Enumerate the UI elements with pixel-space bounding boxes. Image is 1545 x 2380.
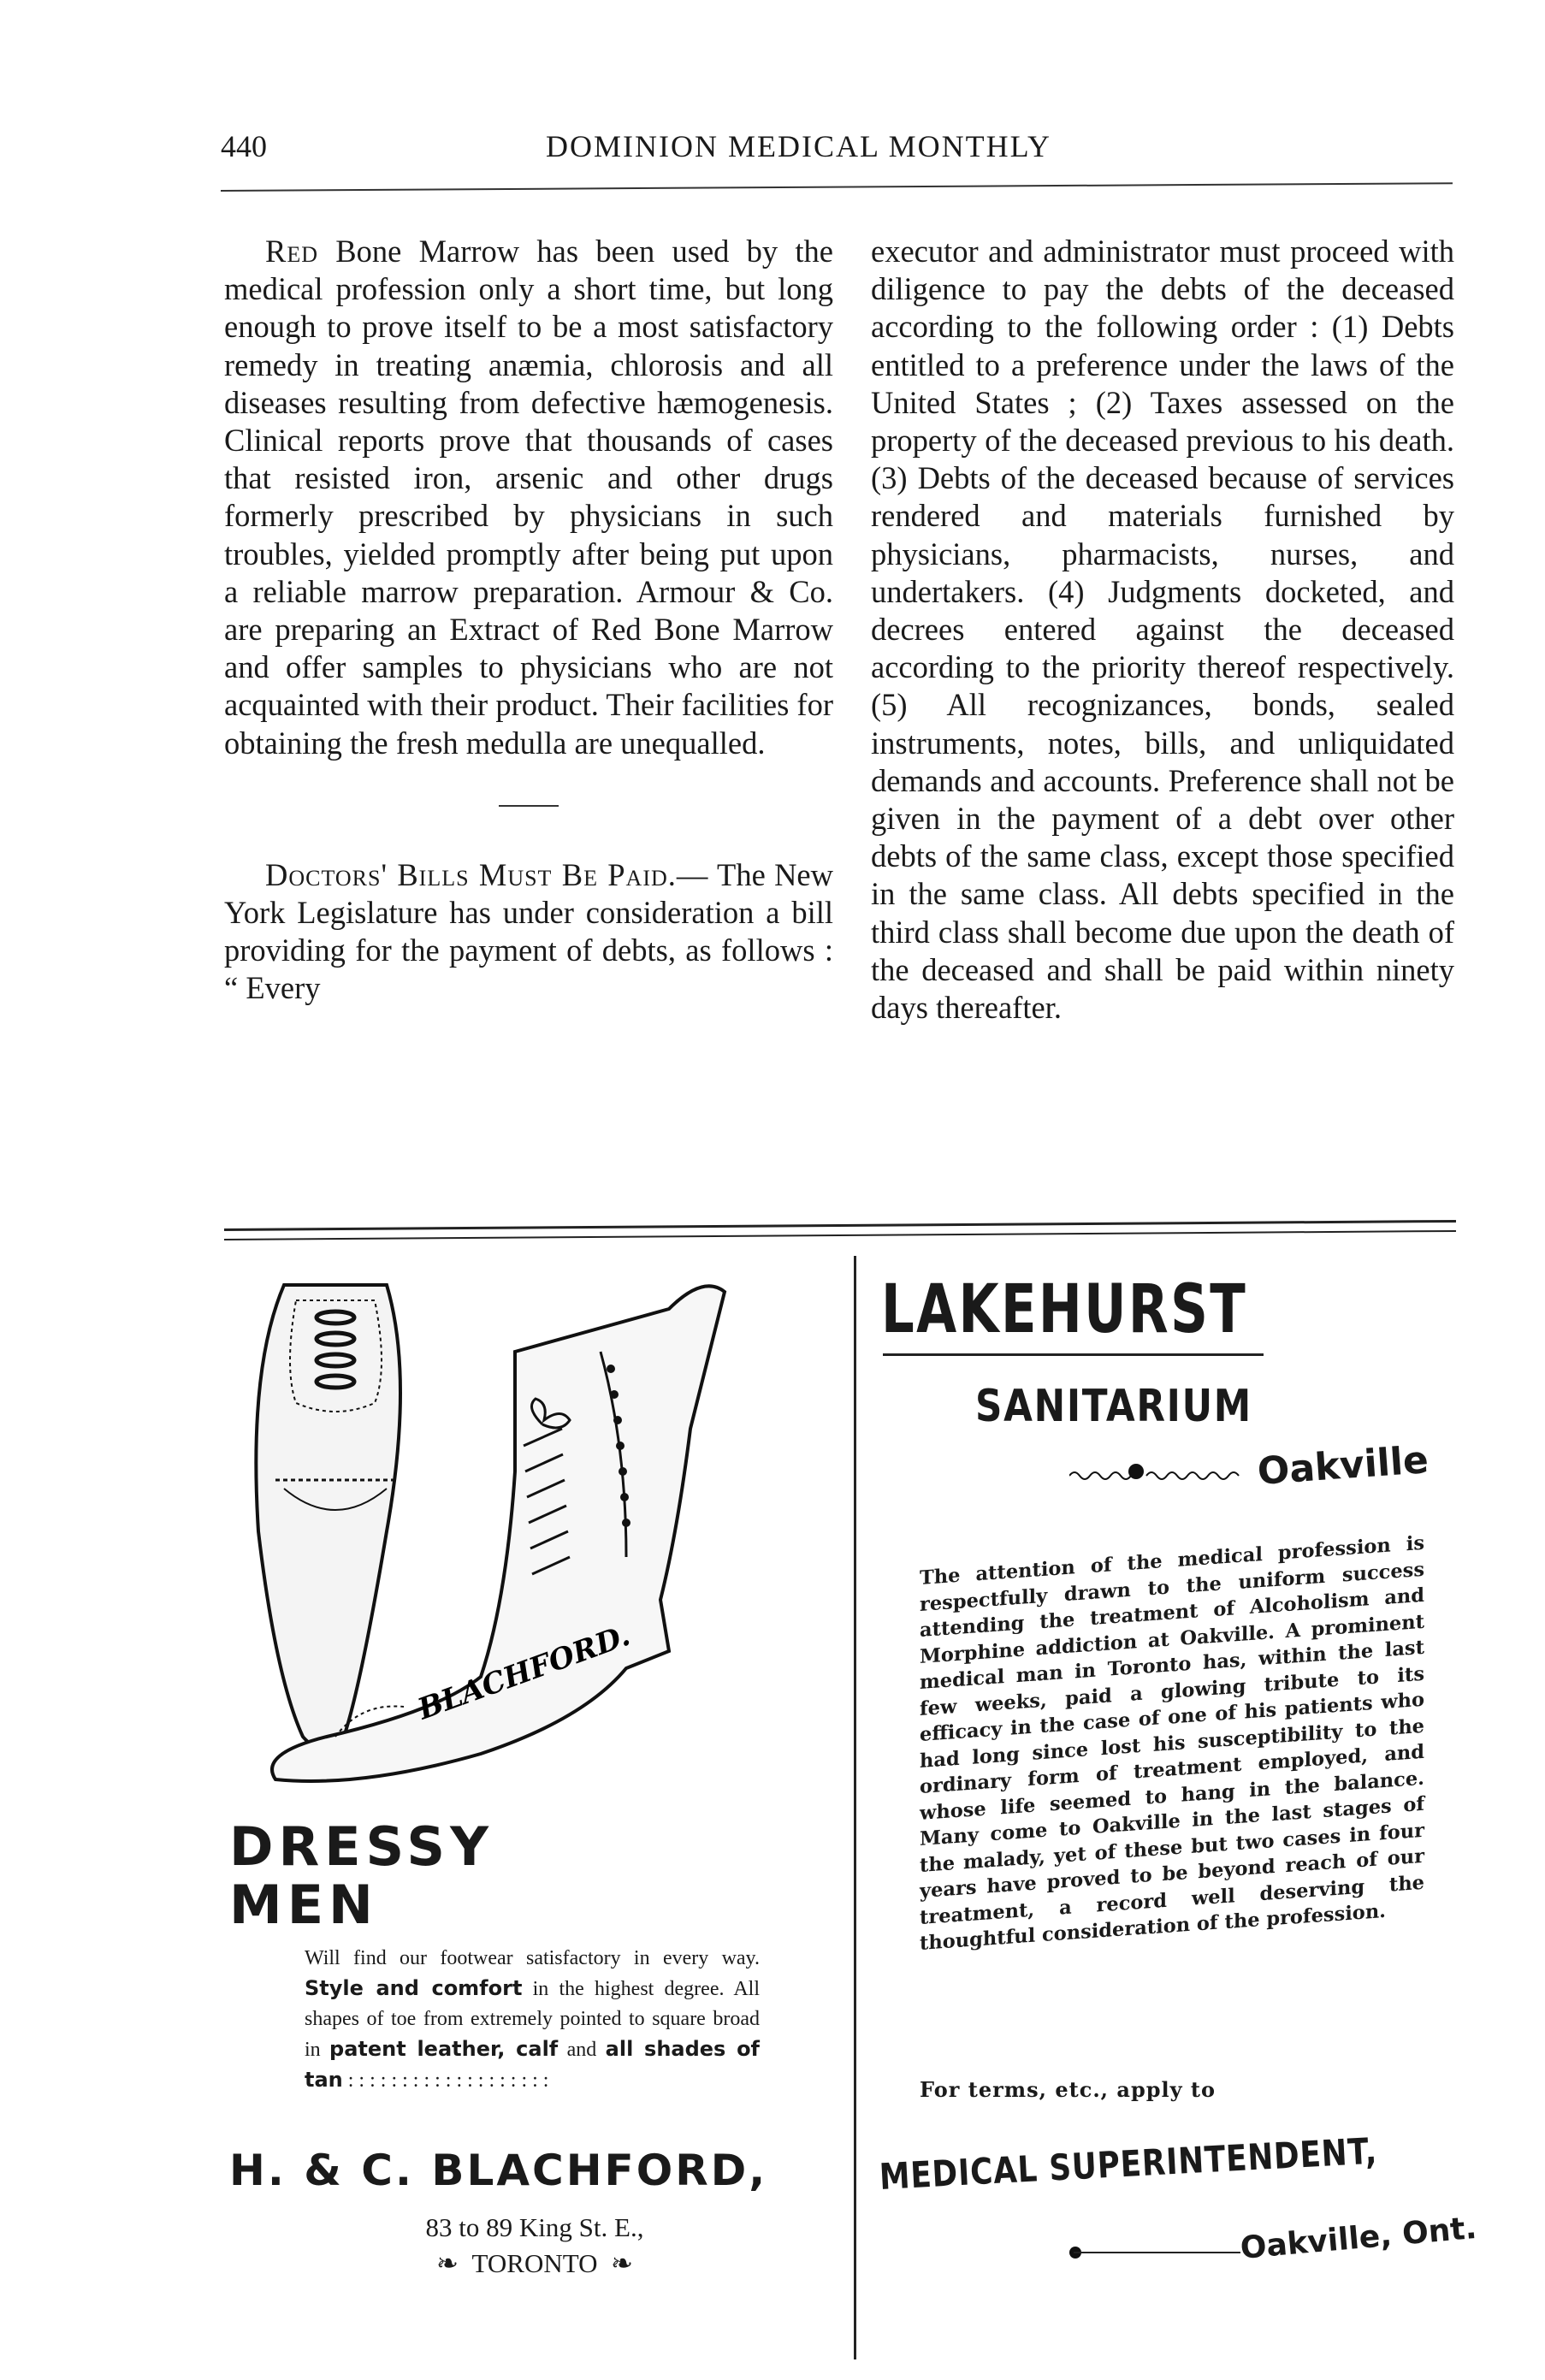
shoe-copy-dots: : : : : : : : : : : : : : : : : : : : [347,2069,549,2092]
lakehurst-terms: For terms, etc., apply to [920,2077,1216,2102]
article-body-continued: executor and administrator must proceed with diligence to pay the debts of the deceased according to the following order : (1) Debts entitled to a preference under the laws of the United States ; (2) Taxes assessed on the property of the deceased previous to his death. (3) Debts of the deceased because of services rendered and materials furnished by physicians, pharmacists, nurses, and undertakers. (4) Judgments docketed, and decrees entered against the deceased according to the priority thereof respectively. (5) All recognizances, bonds, sealed instruments, notes, bills, and unliquidated demands and accounts. Preference shall not be given in the payment of a debt over other debts of the same class, except those specified in the same class. All debts specified in the third class shall become due upon the death of the deceased and shall be paid within ninety days thereafter. [871,234,1454,1026]
ad-column-divider [854,1256,856,2359]
lakehurst-title: LAKEHURST [881,1271,1248,1348]
shoe-address: 83 to 89 King St. E., [425,2212,644,2242]
header-rule [221,182,1453,192]
ad-rule-top [224,1220,1456,1231]
lakehurst-leader-line [1074,2252,1240,2253]
article-heading: Doctors' Bills Must Be Paid.— [265,856,709,892]
shoe-copy-bold: Style and comfort [305,1976,523,2000]
ornament-icon: ❧ [436,2248,459,2278]
lakehurst-title-rule [883,1353,1264,1356]
shoe-copy-bold: all shades of tan [305,2037,760,2092]
running-title: DOMINION MEDICAL MONTHLY [546,129,1052,163]
shoe-headline-dressy: DRESSY [229,1815,494,1878]
section-divider [499,805,559,807]
ornament-icon: ❧ [610,2248,633,2278]
lakehurst-place: Oakville [1256,1438,1430,1494]
shoe-illustration [224,1275,849,1805]
article-red-bone-marrow [224,233,833,762]
article-body-start: The New York Legislature has under consideration a bill providing for the payment of debts, as follows : “ Every [224,856,833,1006]
shoe-headline-men: MEN [229,1874,378,1936]
left-column [224,233,833,1008]
shoe-copy-part: in the highest degree. All shapes of toe from extremely pointed to square broad in [305,1978,761,2061]
lakehurst-subtitle: SANITARIUM [975,1381,1252,1432]
shoe-brand-label: BLACHFORD. [413,1618,635,1727]
lakehurst-body: The attention of the medical profession is respectfully drawn to the uniform success attending the treatment of Alcoholism and Morphine addiction at Oakville. A prominent medical man in Toronto has, within the last few weeks, paid a glowing tribute to its efficacy in the case of one of his patients who had long since lost his susceptibility to the ordinary form of treatment employed, and whose life seemed to hang in the balance. Many come to Oakville in the last stages of the malady, yet of these but two cases in four years have proved to be beyond reach of our treatment, a record well deserving the thoughtful consideration of the profession. [920,1531,1424,1955]
page-header [221,128,1453,180]
shoe-copy-part: Will find our footwear satisfactory in every way. [305,1947,760,1969]
article-body: Bone Marrow has been used by the medical profession only a short time, but long enough to prove itself to be a most satisfactory remedy in treating anæmia, chlorosis and all diseases resulting from defective hæmogenesis. Clinical reports prove that thousands of cases that resisted iron, arsenic and other drugs formerly prescribed by physicians in such troubles, yielded promptly after being put upon a reliable marrow preparation. Armour & Co. are preparing an Extract of Red Bone Marrow and offer samples to physicians who are not acquainted with their product. Their facilities for obtaining the fresh medulla are unequalled. [224,234,834,761]
squiggle-ornament-icon [1069,1454,1258,1489]
article-doctors-bills [224,856,833,1008]
right-column [871,233,1454,1027]
shoe-copy-bold: patent leather, calf [329,2037,559,2061]
lakehurst-town: Oakville, Ont. [1239,2210,1478,2266]
lakehurst-superintendent: MEDICAL SUPERINTENDENT, [878,2129,1379,2198]
article-lead-word: Red [265,234,319,269]
shoe-firm-name: H. & C. BLACHFORD, [229,2146,768,2195]
page-number: 440 [221,129,267,163]
shoe-city-line [342,2248,727,2279]
shoe-city: TORONTO [471,2248,598,2278]
shoe-copy-part: and [566,2039,597,2061]
ad-rule-bottom [224,1230,1456,1240]
shoe-ad-copy [305,1944,760,2096]
